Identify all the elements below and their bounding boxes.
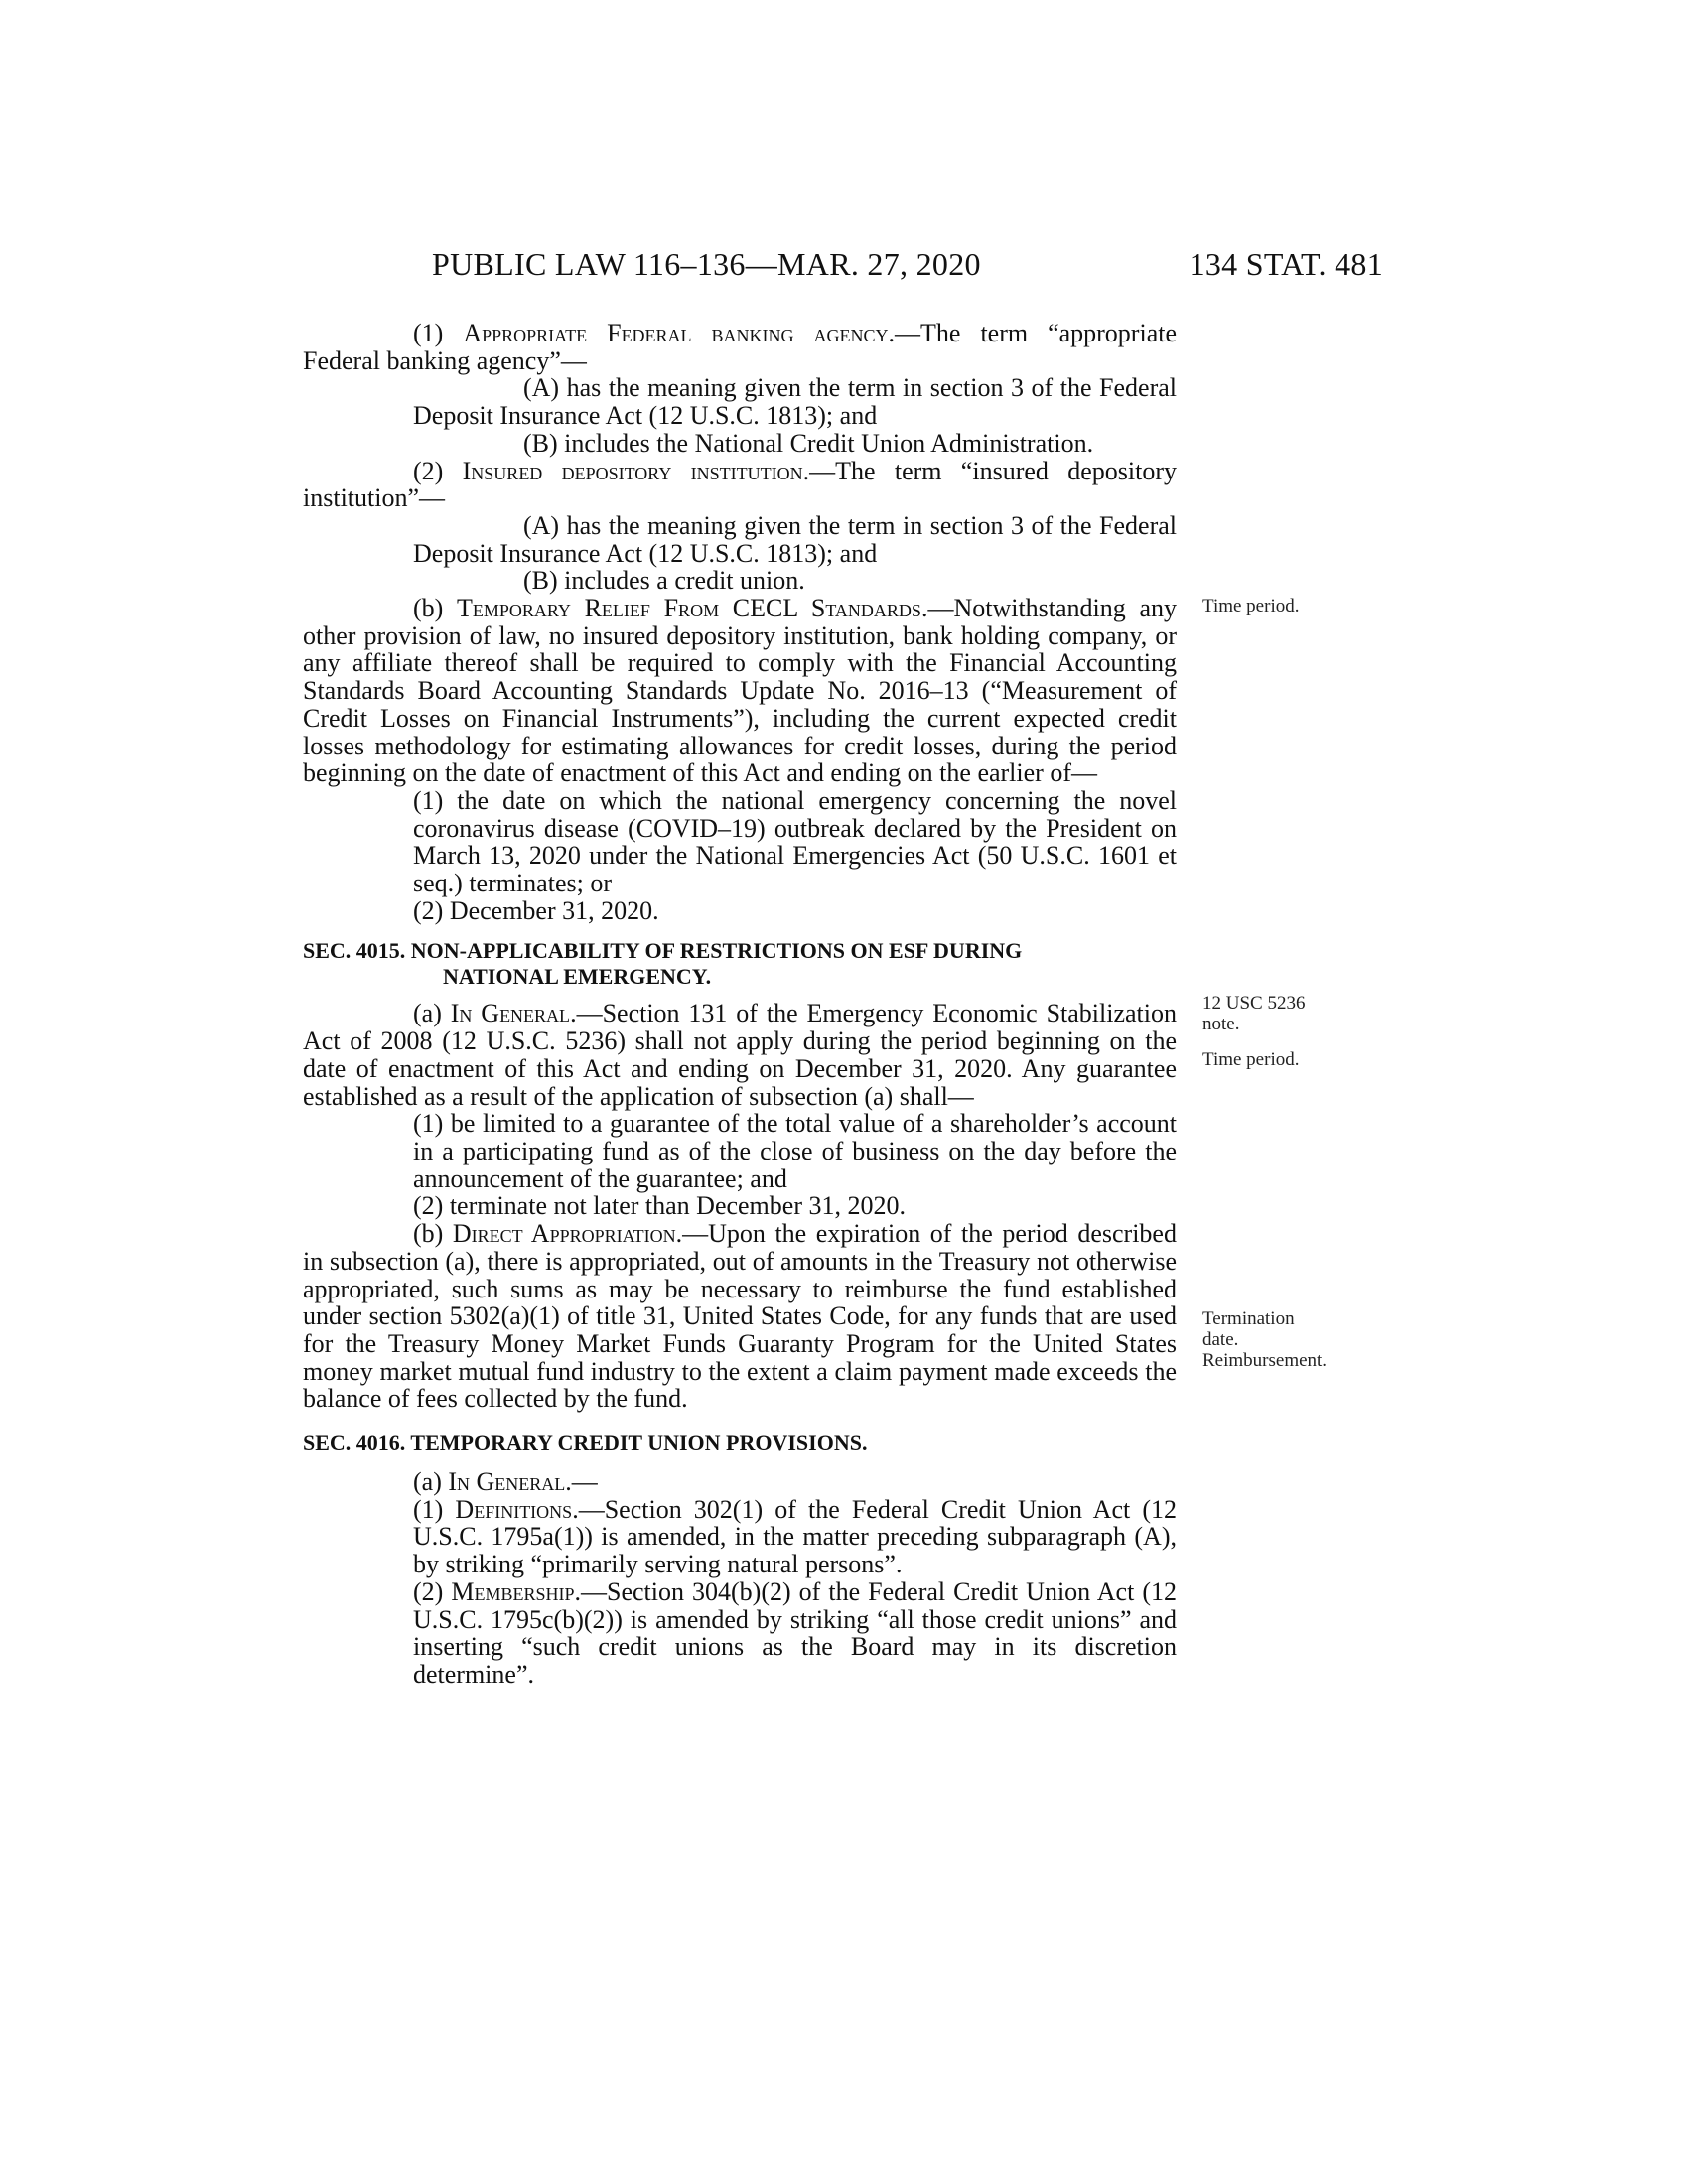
margin-note-time-period-2: Time period. xyxy=(1202,1049,1300,1070)
definition-1-heading: Appropriate Federal banking agency xyxy=(463,319,889,347)
subsection-b-cecl: (b) Temporary Relief From CECL Standards.—Notwithstanding any other provision of law, no insured depository institution, bank holding company, or any affiliate thereof shall be required to comply with the Financial Accounting Standards Board Accounting Standards Update No. 2016–13 (“Measurement of Credit Losses on Financial Instruments”), including the current expected credit losses methodology for estimating allowances for credit losses, during the period beginning on the date of enactment of this Act and ending on the earlier of— xyxy=(303,594,1177,788)
definition-2-heading: Insured depository institution xyxy=(462,456,803,485)
definition-1-a: (A) has the meaning given the term in section 3 of the Federal Deposit Insurance Act (12 U.S.C. 1813); and xyxy=(413,373,1177,431)
definition-2-items xyxy=(303,512,1177,595)
section-4016-a-2: (2) Membership.—Section 304(b)(2) of the Federal Credit Union Act (12 U.S.C. 1795c(b)(2)) is amended by striking “all those credit unions” and inserting “such credit unions as the Board may in its discretion determine”. xyxy=(413,1576,1177,1689)
definition-2-b: (B) includes a credit union. xyxy=(523,566,805,596)
definition-2: (2) Insured depository institution.—The term “insured depository institution”— xyxy=(303,456,1177,513)
subsection-b-items xyxy=(303,787,1177,925)
section-4016-a-1-heading: Definitions xyxy=(455,1494,573,1524)
section-4016-a-2-heading: Membership xyxy=(451,1576,575,1606)
definition-1-items xyxy=(303,374,1177,457)
definition-1-b: (B) includes the National Credit Union Administration. xyxy=(523,428,1094,458)
subsection-b-item-1: (1) the date on which the national emergency concerning the novel coronavirus disease (COVID–19) outbreak declared by the President on March 13, 2020 under the National Emergencies Act (50 U.S.C. 1601 et seq.) terminates; or xyxy=(413,785,1177,898)
law-title: PUBLIC LAW 116–136—MAR. 27, 2020 xyxy=(432,246,981,282)
definition-2-a: (A) has the meaning given the term in section 3 of the Federal Deposit Insurance Act (12 U.S.C. 1813); and xyxy=(413,510,1177,568)
margin-note-time-period-1: Time period. xyxy=(1202,596,1300,616)
definition-1: (1) Appropriate Federal banking agency.—The term “appropriate Federal banking agency”— xyxy=(303,319,1177,375)
section-4015-heading: SEC. 4015. NON-APPLICABILITY OF RESTRICTIONS ON ESF DURING NATIONAL EMERGENCY. xyxy=(303,938,1023,990)
section-4015-a-item-1: (1) be limited to a guarantee of the total value of a shareholder’s account in a participating fund as of the close of business on the day before the announcement of the guarantee; and xyxy=(413,1109,1177,1193)
section-4015-b-heading: Direct Appropriation xyxy=(452,1219,676,1249)
section-4015-a-item-2: (2) terminate not later than December 31, 2020. xyxy=(413,1191,906,1221)
section-4015-b: (b) Direct Appropriation.—Upon the expiration of the period described in subsection (a), there is appropriated, out of amounts in the Treasury not otherwise appropriated, such sums as may be necessary to reimburse the fund established under section 5302(a)(1) of title 31, United States Code, for any funds that are used for the Treasury Money Market Funds Guaranty Program for the United States money market mutual fund industry to the extent a claim payment made exceeds the balance of fees collected by the fund. xyxy=(303,1219,1177,1414)
section-4016-heading: SEC. 4016. TEMPORARY CREDIT UNION PROVISIONS. xyxy=(303,1431,868,1456)
section-4015-a: (a) In General.—Section 131 of the Emergency Economic Stabilization Act of 2008 (12 U.S.C. 5236) shall not apply during the period beginning on the date of enactment of this Act and ending on December 31, 2020. Any guarantee established as a result of the application of subsection (a) shall— xyxy=(303,999,1178,1111)
section-4016-a: (a) In General.— xyxy=(413,1467,598,1497)
subsection-b-item-2: (2) December 31, 2020. xyxy=(413,895,659,925)
subsection-b-heading: Temporary Relief From CECL Standards xyxy=(457,594,921,623)
section-4015-a-items xyxy=(303,1110,1177,1220)
page-header xyxy=(432,246,1383,290)
section-4016-a-heading: In General xyxy=(448,1467,566,1497)
margin-note-termination: Termination date. Reimbursement. xyxy=(1202,1308,1328,1371)
statute-page-number: 134 STAT. 481 xyxy=(1189,246,1383,282)
section-4016-a-1: (1) Definitions.—Section 302(1) of the Federal Credit Union Act (12 U.S.C. 1795a(1)) is amended, in the matter preceding subparagraph (A), by striking “primarily serving natural persons”. xyxy=(413,1494,1177,1579)
margin-note-usc: 12 USC 5236 note. xyxy=(1202,993,1306,1034)
document-body xyxy=(303,320,1177,1689)
section-4015-a-heading: In General xyxy=(450,999,571,1028)
section-4016-a-items xyxy=(303,1496,1177,1689)
